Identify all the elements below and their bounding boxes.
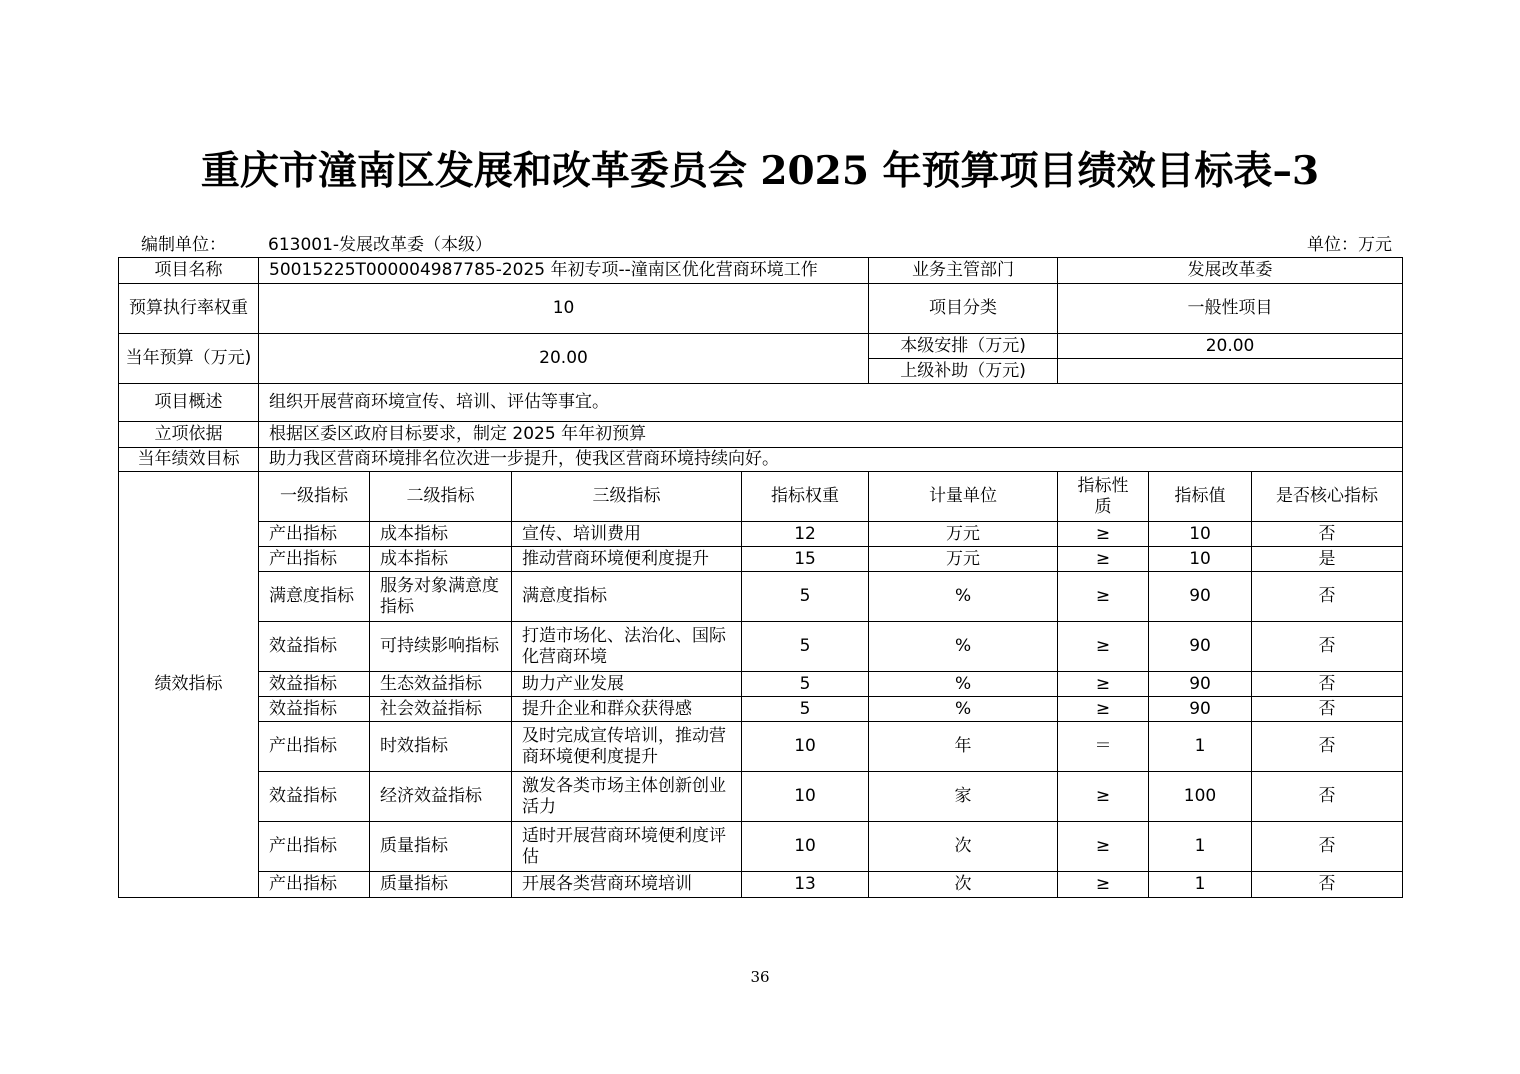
page-number: 36: [750, 968, 770, 986]
indicator-weight: 13: [742, 872, 869, 898]
indicator-core: 否: [1252, 722, 1403, 772]
org-unit-label: 编制单位：: [141, 235, 226, 255]
indicator-value: 10: [1149, 547, 1252, 572]
indicator-nature: ≥: [1058, 822, 1149, 872]
performance-target-table: [118, 257, 1403, 898]
weight-value: 10: [259, 284, 869, 334]
indicator-level2: 可持续影响指标: [370, 622, 512, 672]
category-label: 项目分类: [869, 284, 1058, 334]
row-indicator-headers: [119, 472, 1403, 522]
basis-label: 立项依据: [119, 422, 259, 448]
page-title: 重庆市潼南区发展和改革委员会 2025 年预算项目绩效目标表–3: [200, 148, 1320, 194]
header-level3: 三级指标: [512, 472, 742, 522]
indicator-row: [119, 672, 1403, 697]
indicator-level2: 成本指标: [370, 522, 512, 547]
indicator-nature: ≥: [1058, 572, 1149, 622]
category-value: 一般性项目: [1058, 284, 1403, 334]
upper-subsidy-label: 上级补助（万元): [869, 359, 1058, 384]
indicator-level2: 生态效益指标: [370, 672, 512, 697]
project-name-value: 50015225T000004987785-2025 年初专项--潼南区优化营商环境工作: [259, 258, 869, 284]
indicator-level1: 产出指标: [259, 522, 370, 547]
header-weight: 指标权重: [742, 472, 869, 522]
indicator-level3: 适时开展营商环境便利度评估: [512, 822, 742, 872]
indicator-weight: 5: [742, 697, 869, 722]
indicator-nature: ≥: [1058, 772, 1149, 822]
indicator-value: 90: [1149, 622, 1252, 672]
row-weight: [119, 284, 1403, 334]
indicator-level3: 满意度指标: [512, 572, 742, 622]
indicator-nature: ≥: [1058, 697, 1149, 722]
indicator-value: 90: [1149, 697, 1252, 722]
indicator-weight: 10: [742, 822, 869, 872]
indicator-value: 90: [1149, 572, 1252, 622]
indicator-level3: 打造市场化、法治化、国际化营商环境: [512, 622, 742, 672]
indicator-level1: 产出指标: [259, 872, 370, 898]
indicator-weight: 12: [742, 522, 869, 547]
indicator-value: 1: [1149, 722, 1252, 772]
indicator-level3: 及时完成宣传培训，推动营商环境便利度提升: [512, 722, 742, 772]
indicator-level2: 经济效益指标: [370, 772, 512, 822]
indicator-level1: 产出指标: [259, 822, 370, 872]
project-name-label: 项目名称: [119, 258, 259, 284]
indicator-level1: 效益指标: [259, 672, 370, 697]
header-value: 指标值: [1149, 472, 1252, 522]
overview-label: 项目概述: [119, 384, 259, 422]
indicator-level3: 助力产业发展: [512, 672, 742, 697]
indicator-core: 否: [1252, 572, 1403, 622]
indicator-core: 否: [1252, 872, 1403, 898]
budget-value: 20.00: [259, 334, 869, 384]
indicator-level1: 效益指标: [259, 697, 370, 722]
indicator-row: [119, 822, 1403, 872]
dept-label: 业务主管部门: [869, 258, 1058, 284]
indicator-level3: 推动营商环境便利度提升: [512, 547, 742, 572]
indicator-level1: 效益指标: [259, 772, 370, 822]
indicator-unit: 万元: [869, 522, 1058, 547]
indicator-row: [119, 522, 1403, 547]
header-core: 是否核心指标: [1252, 472, 1403, 522]
row-basis: [119, 422, 1403, 448]
indicator-nature: ≥: [1058, 547, 1149, 572]
dept-value: 发展改革委: [1058, 258, 1403, 284]
indicator-row: [119, 547, 1403, 572]
indicator-weight: 10: [742, 772, 869, 822]
indicator-weight: 10: [742, 722, 869, 772]
row-project-name: [119, 258, 1403, 284]
indicator-nature: ＝: [1058, 722, 1149, 772]
indicator-core: 否: [1252, 622, 1403, 672]
indicator-row: [119, 572, 1403, 622]
indicator-core: 否: [1252, 522, 1403, 547]
row-budget: [119, 334, 1403, 359]
indicator-level2: 时效指标: [370, 722, 512, 772]
indicator-value: 1: [1149, 872, 1252, 898]
goal-label: 当年绩效目标: [119, 448, 259, 472]
row-overview: [119, 384, 1403, 422]
row-goal: [119, 448, 1403, 472]
indicator-value: 90: [1149, 672, 1252, 697]
indicator-level3: 激发各类市场主体创新创业活力: [512, 772, 742, 822]
indicator-unit: %: [869, 672, 1058, 697]
indicator-level1: 产出指标: [259, 547, 370, 572]
goal-value: 助力我区营商环境排名位次进一步提升，使我区营商环境持续向好。: [259, 448, 1403, 472]
header-nature: 指标性质: [1058, 472, 1149, 522]
indicator-level1: 满意度指标: [259, 572, 370, 622]
local-budget-value: 20.00: [1058, 334, 1403, 359]
indicator-unit: %: [869, 697, 1058, 722]
indicator-unit: 次: [869, 872, 1058, 898]
indicator-core: 否: [1252, 672, 1403, 697]
indicator-unit: 次: [869, 822, 1058, 872]
indicator-nature: ≥: [1058, 672, 1149, 697]
indicator-value: 100: [1149, 772, 1252, 822]
indicator-nature: ≥: [1058, 522, 1149, 547]
indicator-weight: 5: [742, 572, 869, 622]
upper-subsidy-value: [1058, 359, 1403, 384]
header-level2: 二级指标: [370, 472, 512, 522]
indicator-row: [119, 722, 1403, 772]
indicator-value: 10: [1149, 522, 1252, 547]
overview-value: 组织开展营商环境宣传、培训、评估等事宜。: [259, 384, 1403, 422]
indicator-nature: ≥: [1058, 872, 1149, 898]
indicator-unit: %: [869, 622, 1058, 672]
budget-label: 当年预算（万元): [119, 334, 259, 384]
header-level1: 一级指标: [259, 472, 370, 522]
org-unit-value: 613001-发展改革委（本级）: [268, 235, 493, 255]
weight-label: 预算执行率权重: [119, 284, 259, 334]
indicator-core: 否: [1252, 697, 1403, 722]
indicator-weight: 15: [742, 547, 869, 572]
indicator-level2: 成本指标: [370, 547, 512, 572]
indicator-level1: 效益指标: [259, 622, 370, 672]
header-unit: 计量单位: [869, 472, 1058, 522]
local-budget-label: 本级安排（万元): [869, 334, 1058, 359]
indicator-unit: %: [869, 572, 1058, 622]
indicator-unit: 年: [869, 722, 1058, 772]
indicator-row: [119, 872, 1403, 898]
indicator-level3: 提升企业和群众获得感: [512, 697, 742, 722]
indicator-unit: 家: [869, 772, 1058, 822]
indicators-label: 绩效指标: [119, 472, 259, 898]
indicator-value: 1: [1149, 822, 1252, 872]
indicator-row: [119, 697, 1403, 722]
currency-unit: 单位：万元: [1307, 235, 1392, 255]
indicator-level3: 开展各类营商环境培训: [512, 872, 742, 898]
indicator-level2: 社会效益指标: [370, 697, 512, 722]
indicator-core: 否: [1252, 772, 1403, 822]
indicator-level1: 产出指标: [259, 722, 370, 772]
indicator-level2: 质量指标: [370, 872, 512, 898]
indicator-level2: 质量指标: [370, 822, 512, 872]
indicator-weight: 5: [742, 622, 869, 672]
indicator-row: [119, 772, 1403, 822]
indicator-row: [119, 622, 1403, 672]
indicator-core: 是: [1252, 547, 1403, 572]
indicator-nature: ≥: [1058, 622, 1149, 672]
indicator-unit: 万元: [869, 547, 1058, 572]
indicator-level2: 服务对象满意度指标: [370, 572, 512, 622]
indicator-weight: 5: [742, 672, 869, 697]
indicator-level3: 宣传、培训费用: [512, 522, 742, 547]
basis-value: 根据区委区政府目标要求，制定 2025 年年初预算: [259, 422, 1403, 448]
indicator-core: 否: [1252, 822, 1403, 872]
